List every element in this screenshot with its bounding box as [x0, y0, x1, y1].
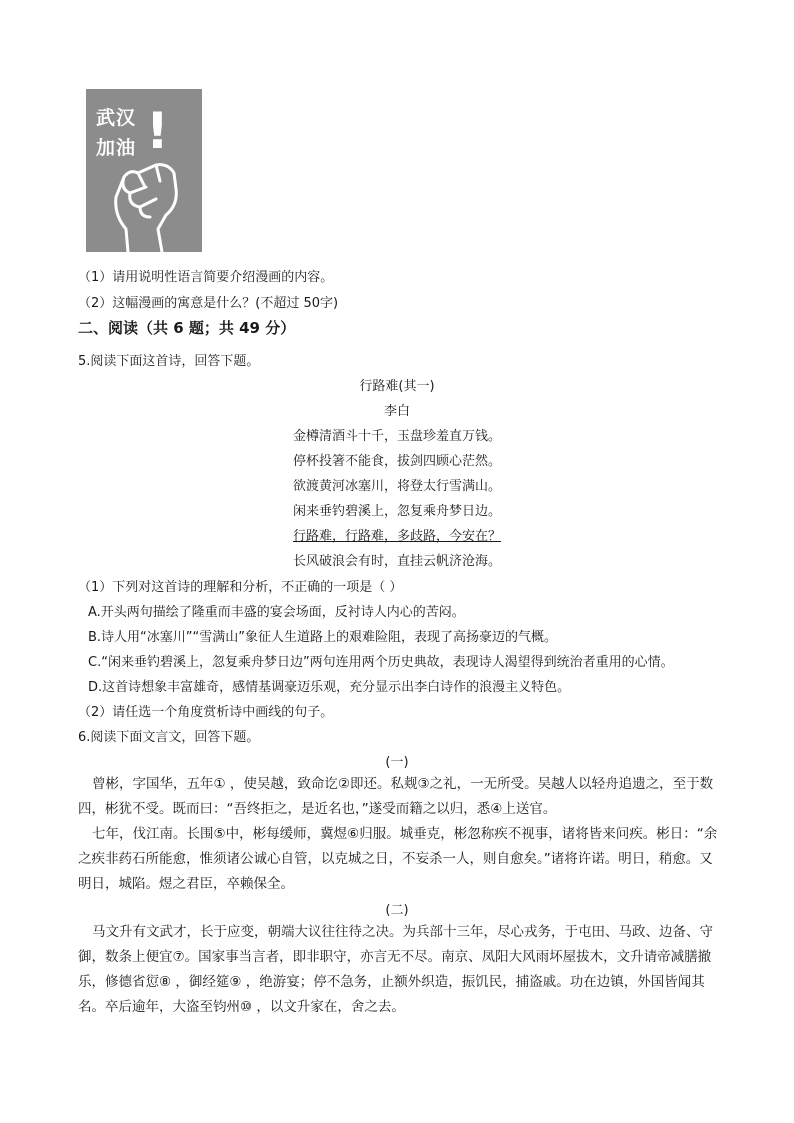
q5-sub2: （2）请任选一个角度赏析诗中画线的句子。 — [78, 705, 334, 720]
poster-text-line2: 加油 — [96, 137, 137, 159]
poem-title: 行路难(其一) — [359, 379, 435, 394]
raised-fist-icon — [86, 89, 202, 252]
poem-line: 欲渡黄河冰塞川，将登太行雪满山。 — [292, 479, 501, 494]
poem-author: 李白 — [383, 404, 410, 419]
poem-line: 长风破浪会有时，直挂云帆济沧海。 — [292, 554, 501, 569]
poem-line: 停杯投箸不能食，拔剑四顾心茫然。 — [292, 454, 501, 469]
q6-intro: 6.阅读下面文言文，回答下题。 — [78, 730, 260, 745]
passage1-para1: 曾彬，字国华，五年① ，使吴越，致命讫②即还。私觌③之礼，一无所受。吴越人以轻舟追遗之，至于数四，彬犹不受。既而曰：“吾终拒之，是近名也，”遂受而籍之以归，悉④上送官。 — [78, 776, 714, 817]
part2-title: (二) — [385, 903, 409, 918]
q5-option-c: C.“闲来垂钓碧溪上，忽复乘舟梦日边”两句连用两个历史典故，表现诗人渴望得到统治者重用的心情。 — [88, 655, 674, 670]
q5-intro: 5.阅读下面这首诗，回答下题。 — [78, 354, 260, 369]
poster-exclaim: ! — [146, 102, 170, 160]
poem-line: 金樽清酒斗十千，玉盘珍羞直万钱。 — [292, 429, 501, 444]
q4-sub2: （2）这幅漫画的寓意是什么？(不超过 50字) — [78, 296, 339, 311]
q5-option-d: D.这首诗想象丰富雄奇，感情基调豪迈乐观，充分显示出李白诗作的浪漫主义特色。 — [88, 680, 571, 695]
section-title: 二、阅读（共 6 题；共 49 分） — [78, 319, 296, 337]
q5-sub1: （1）下列对这首诗的理解和分析，不正确的一项是（ ） — [78, 580, 403, 595]
poem-line-underlined: 行路难，行路难，多歧路，今安在？ — [292, 529, 501, 544]
q5-option-a: A.开头两句描绘了隆重而丰盛的宴会场面，反衬诗人内心的苦闷。 — [88, 605, 465, 620]
q4-sub1: （1）请用说明性语言简要介绍漫画的内容。 — [78, 270, 334, 285]
poem-line: 闲来垂钓碧溪上，忽复乘舟梦日边。 — [292, 504, 501, 519]
q5-option-b: B.诗人用“冰塞川”“雪满山”象征人生道路上的艰难险阻，表现了高扬豪迈的气概。 — [88, 630, 557, 645]
poster-text-line1: 武汉 — [96, 107, 137, 129]
passage1-para2: 七年，伐江南。长围⑤中，彬每缓师，冀煜⑥归服。城垂克，彬忽称疾不视事，诸将皆来问疾。彬日：“余之疾非药石所能愈，惟须诸公诚心自管，以克城之日，不妄杀一人，则自愈矣。”诸将许诺。明日，稍愈。又明日，城陷。煜之君臣，卒赖保全。 — [78, 826, 718, 892]
part1-title: (一) — [385, 755, 409, 770]
cartoon-poster-image — [86, 89, 202, 252]
passage2-para1: 马文升有文武才，长于应变，朝端大议往往待之决。为兵部十三年，尽心戎务，于屯田、马政、边备、守御，数条上便宜⑦。国家事当言者，即非职守，亦言无不尽。南京、凤阳大风雨坏屋拔木，文升请帝减膳撤乐，修德省愆⑧ ，御经筵⑨ ，绝游宴；停不急务，止额外织造，振饥民，捕盗戚。功在边镇，外国皆闻其名。卒后逾年，大盗至钧州⑩ ，以文升家在，舍之去。 — [78, 924, 713, 1015]
